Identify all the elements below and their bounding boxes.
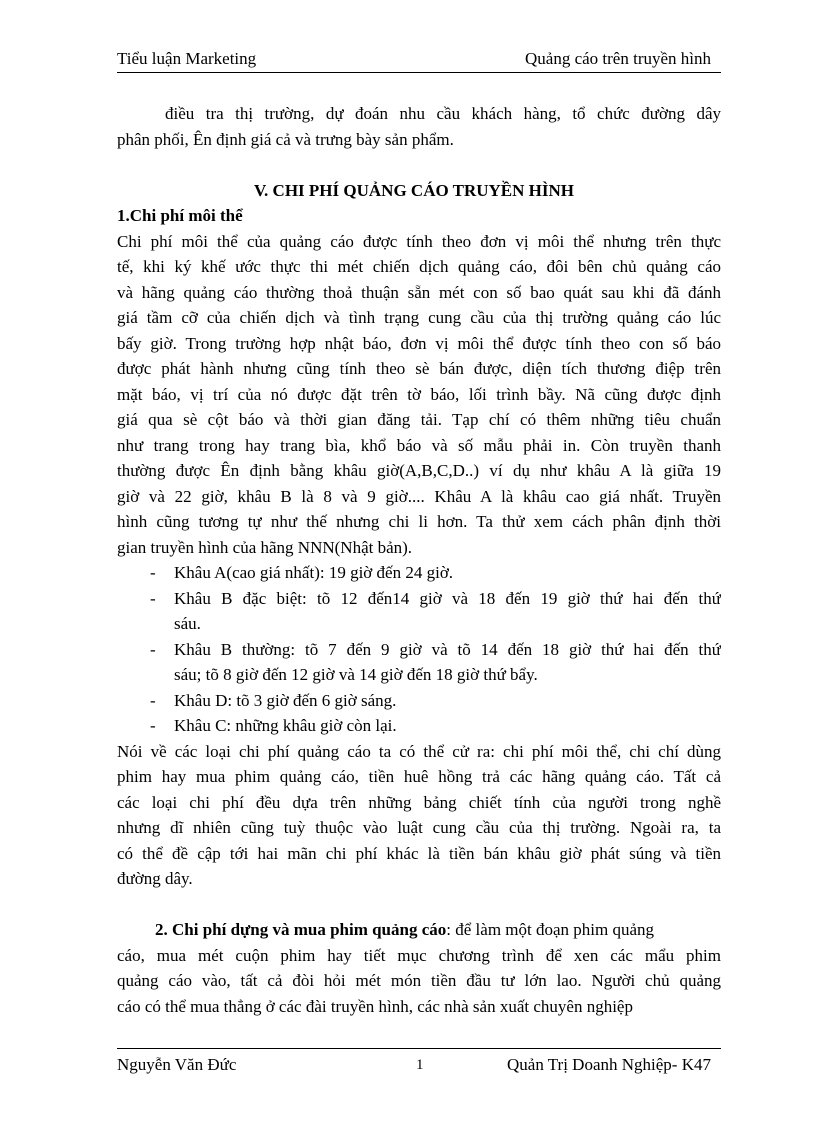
list-item bbox=[117, 560, 721, 586]
paragraph-1-line: gian truyền hình của hãng NNN(Nhật bản). bbox=[117, 537, 413, 557]
list-item-text: Khâu D: tõ 3 giờ đến 6 giờ sáng. bbox=[174, 690, 397, 710]
paragraph-1-line: mặt báo, vị trí của nó được đặt trên tờ báo, lối trình bầy. Nã cũng được định bbox=[117, 384, 721, 404]
paragraph-1-line: giờ và 22 giờ, khâu B là 8 và 9 giờ.... Khâu A là khâu cao giá nhất. Truyền bbox=[117, 486, 721, 506]
list-item-continuation bbox=[117, 662, 721, 688]
document-body bbox=[117, 101, 721, 1019]
header-right-text: Quảng cáo trên truyền hình bbox=[525, 49, 711, 68]
bullet-dash: - bbox=[150, 639, 156, 659]
list-item-continuation bbox=[117, 611, 721, 637]
footer-author: Nguyễn Văn Đức bbox=[117, 1055, 237, 1074]
list-item-text: sáu; tõ 8 giờ đến 12 giờ và 14 giờ đến 18 giờ thứ bẩy. bbox=[174, 665, 538, 684]
paragraph-1-line: thường được Ên định bằng khâu giờ(A,B,C,D..) ví dụ như khâu A là giữa 19 bbox=[117, 461, 721, 480]
list-item bbox=[117, 713, 721, 739]
list-item-text: Khâu B thường: tõ 7 đến 9 giờ và tõ 14 đến 18 giờ thứ hai đến thứ bbox=[174, 639, 721, 659]
bullet-dash: - bbox=[150, 563, 156, 582]
paragraph-3-first-line bbox=[117, 917, 721, 943]
footer-divider bbox=[117, 1048, 721, 1049]
intro-line: điều tra thị trường, dự đoán nhu cầu khách hàng, tổ chức đường dây bbox=[165, 104, 721, 123]
paragraph-2-line: các loại chi phí đều dựa trên những bảng chiết tính của người trong nghề bbox=[117, 792, 721, 812]
paragraph-2-line: đường dây. bbox=[117, 869, 193, 888]
header-left-text: Tiểu luận Marketing bbox=[117, 49, 257, 68]
paragraph-3-line: cáo, mua mét cuộn phim hay tiết mục chương trình để xen các mẩu phim bbox=[117, 945, 721, 965]
list-item-text: sáu. bbox=[174, 614, 201, 633]
page-footer bbox=[117, 1054, 721, 1076]
paragraph-2-line: Nói về các loại chi phí quảng cáo ta có thể cử ra: chi phí môi thể, chi chí dùng bbox=[117, 741, 721, 761]
paragraph-2-line: nhưng dĩ nhiên cũng tuỳ thuộc vào luật cung cầu của thị trường. Ngoài ra, ta bbox=[117, 818, 721, 837]
paragraph-2-line: có thể đề cập tới hai mãn chi phí khác là tiền bán khâu giờ phát súng và tiền bbox=[117, 843, 721, 863]
list-item bbox=[117, 688, 721, 714]
paragraph-1-line: giá tầm cỡ của chiến dịch và tình trạng cung cầu của thị trường quảng cáo lúc bbox=[117, 308, 721, 327]
list-item bbox=[117, 586, 721, 612]
paragraph-1-line: như trang trong hay trang bìa, khổ báo và số mẫu phải in. Còn truyền thanh bbox=[117, 435, 721, 455]
list-item-text: Khâu B đặc biệt: tõ 12 đến14 giờ và 18 đến 19 giờ thứ hai đến thứ bbox=[174, 588, 721, 608]
list-item bbox=[117, 637, 721, 663]
footer-course: Quản Trị Doanh Nghiệp- K47 bbox=[507, 1055, 711, 1074]
paragraph-1-line: giá qua sè cột báo và thời gian đăng tải. Tạp chí có thêm những tiêu chuẩn bbox=[117, 410, 721, 429]
list-item-text: Khâu A(cao giá nhất): 19 giờ đến 24 giờ. bbox=[174, 563, 454, 582]
paragraph-2-line: phim hay mua phim quảng cáo, tiền huê hồng trả các hãng quảng cáo. Tất cả bbox=[117, 767, 721, 786]
paragraph-1-line: tế, khi ký khế ước thực thi mét chiến dịch quảng cáo, đôi bên chủ quảng cáo bbox=[117, 257, 721, 276]
paragraph-1-line: và hãng quảng cáo thường thoả thuận sẵn mét con số bao quát sau khi đã đánh bbox=[117, 282, 721, 302]
bullet-dash: - bbox=[150, 588, 156, 608]
paragraph-3-line: quảng cáo vào, tất cả đòi hỏi mét món tiền đầu tư lớn lao. Người chủ quảng bbox=[117, 971, 721, 990]
section-title: V. CHI PHÍ QUẢNG CÁO TRUYỀN HÌNH bbox=[253, 180, 575, 200]
paragraph-1-line: hình cũng tương tự như thế nhưng chi li hơn. Ta thử xem cách phân định thời bbox=[117, 512, 721, 531]
page-header bbox=[117, 48, 721, 73]
paragraph-3-lead: : để làm một đoạn phim quảng bbox=[446, 920, 655, 939]
subsection-2-title: 2. Chi phí dựng và mua phim quảng cáo bbox=[155, 920, 447, 939]
paragraph-3-line: cáo có thể mua thẳng ở các đài truyền hình, các nhà sản xuất chuyên nghiệp bbox=[117, 996, 633, 1016]
bullet-dash: - bbox=[150, 716, 156, 735]
bullet-dash: - bbox=[150, 690, 156, 710]
paragraph-1-line: Chi phí môi thể của quảng cáo được tính theo đơn vị môi thể nhưng trên thực bbox=[117, 231, 721, 251]
paragraph-1-line: bấy giờ. Trong trường hợp nhật báo, đơn vị môi thể được tính theo con số báo bbox=[117, 333, 721, 353]
intro-line: phân phối, Ên định giá cả và trưng bày sản phẩm. bbox=[117, 129, 454, 149]
page-number: 1 bbox=[416, 1057, 424, 1073]
subsection-1-title: 1.Chi phí môi thể bbox=[117, 206, 243, 225]
paragraph-1-line: được phát hành nhưng cũng tính theo sè bán được, diện tích thương điệp trên bbox=[117, 359, 721, 378]
list-item-text: Khâu C: những khâu giờ còn lại. bbox=[174, 716, 397, 735]
